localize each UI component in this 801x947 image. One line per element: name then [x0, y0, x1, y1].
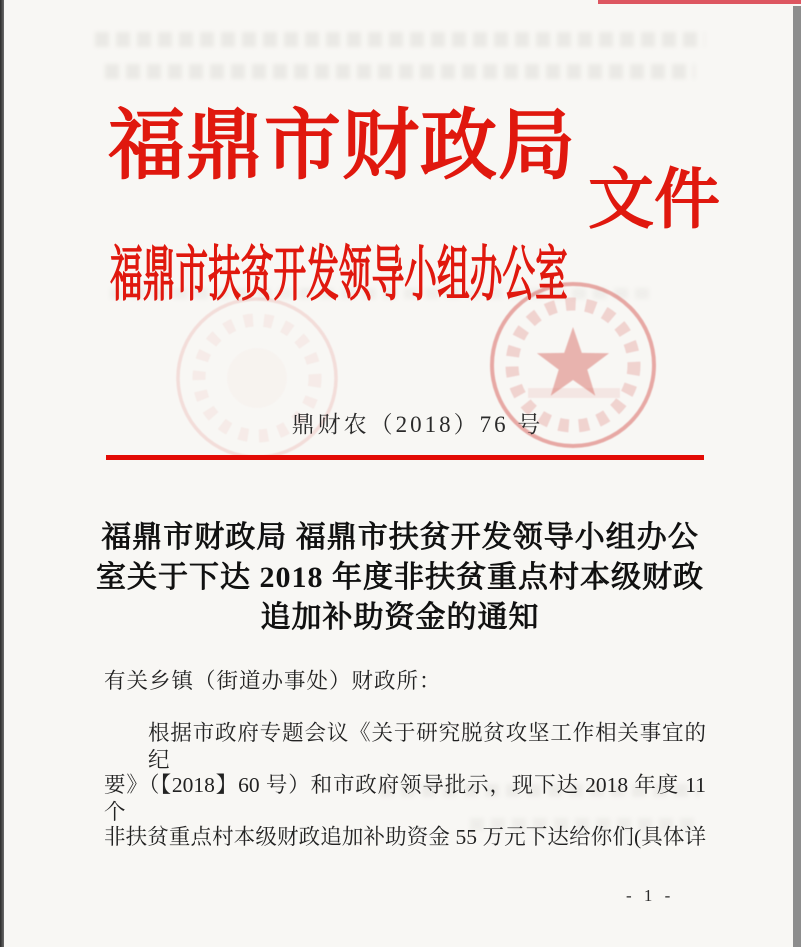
bleed-through-smudge [105, 64, 695, 79]
star-icon [537, 327, 609, 396]
document-title-line-2: 室关于下达 2018 年度非扶贫重点村本级财政 [96, 561, 704, 594]
body-line-3: 非扶贫重点村本级财政追加补助资金 55 万元下达给你们(具体详 [104, 825, 706, 849]
official-seal-left-icon [155, 276, 359, 480]
agency-name-primary: 福鼎市财政局 [108, 103, 576, 189]
bleed-through-smudge [95, 32, 705, 47]
document-type-label: 文件 [588, 164, 720, 237]
scan-edge-left [0, 0, 4, 947]
document-number: 鼎财农（2018）76 号 [291, 412, 544, 437]
document-title [60, 518, 740, 638]
body-line-1: 根据市政府专题会议《关于研究脱贫攻坚工作相关事宜的纪 [148, 721, 706, 772]
document-title-line-3: 追加补助资金的通知 [260, 601, 540, 634]
red-separator-line [106, 455, 704, 460]
page-number: - 1 - [626, 886, 675, 905]
scan-artifact-top-red-line [598, 0, 801, 4]
document-title-line-1: 福鼎市财政局 福鼎市扶贫开发领导小组办公 [101, 521, 699, 554]
salutation-line: 有关乡镇（街道办事处）财政所： [104, 669, 442, 693]
body-line-2: 要》（【2018】60 号）和市政府领导批示，现下达 2018 年度 11 个 [104, 773, 706, 824]
agency-name-secondary: 福鼎市扶贫开发领导小组办公室 [110, 242, 568, 308]
official-seal-right-icon [466, 260, 680, 474]
scan-edge-right [793, 6, 801, 947]
